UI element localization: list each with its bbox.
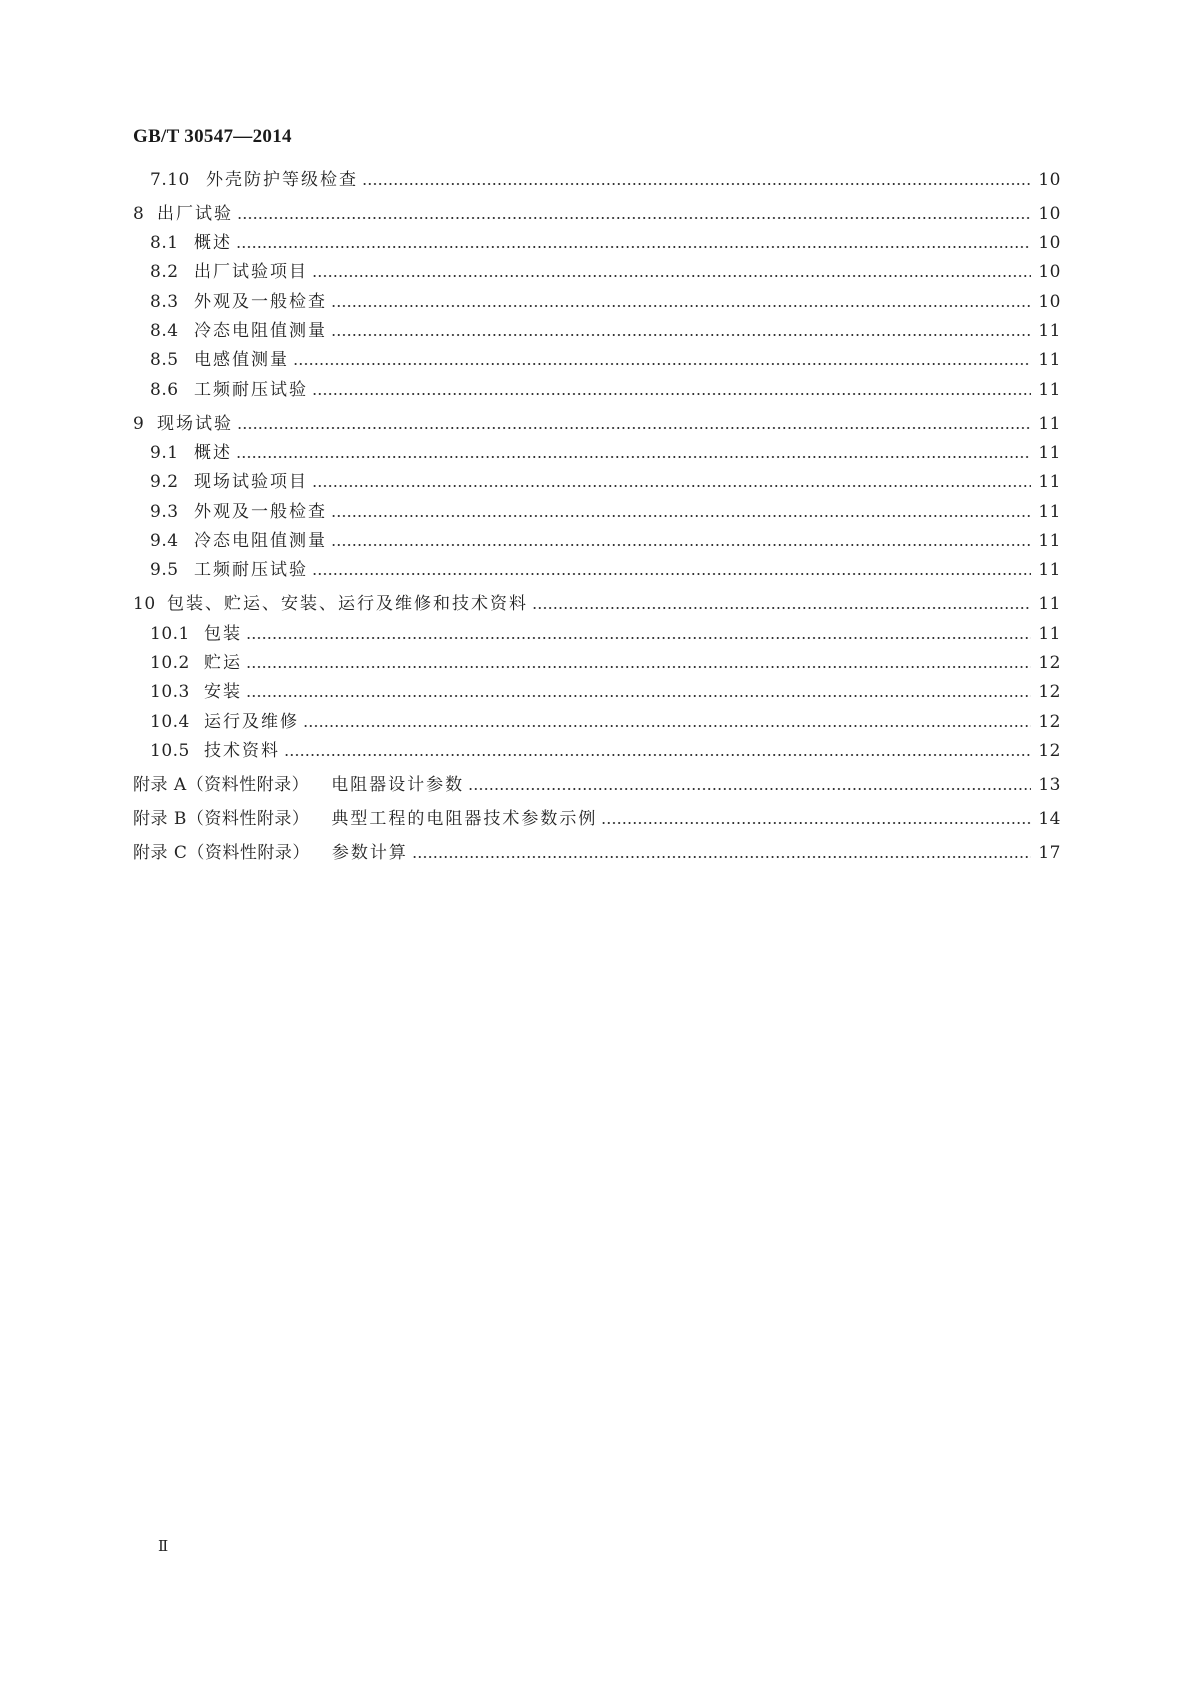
- toc-entry-number: 9.1: [150, 443, 179, 463]
- toc-entry-page: 11: [1038, 502, 1061, 522]
- toc-entry-title: 贮运: [204, 653, 242, 673]
- toc-entry-number: 8.4: [150, 321, 179, 341]
- toc-entry[interactable]: [150, 348, 1061, 372]
- toc-entry-number: 10.2: [150, 653, 190, 673]
- toc-entry-number: 8.3: [150, 292, 179, 312]
- toc-entry-title: 外壳防护等级检查: [206, 170, 358, 190]
- toc-entry[interactable]: [150, 290, 1061, 314]
- dot-leader: [284, 739, 1031, 763]
- toc-entry-title: 冷态电阻值测量: [194, 531, 327, 551]
- toc-entry-number: 10.4: [150, 712, 190, 732]
- standard-number-header: GB/T 30547—2014: [133, 126, 292, 147]
- toc-entry-page: 11: [1038, 350, 1061, 370]
- toc-entry[interactable]: [150, 441, 1061, 465]
- dot-leader: [237, 412, 1031, 436]
- toc-entry-page: 13: [1038, 775, 1061, 795]
- dot-leader: [246, 651, 1031, 675]
- toc-entry[interactable]: [150, 168, 1061, 192]
- toc-entry-number: 附录 B（资料性附录）: [133, 809, 310, 829]
- dot-leader: [293, 348, 1031, 372]
- toc-entry-title: 安装: [204, 682, 242, 702]
- toc-entry-page: 12: [1038, 712, 1061, 732]
- toc-entry-number: 附录 C（资料性附录）: [133, 843, 310, 863]
- toc-entry-number: 10: [133, 594, 156, 614]
- toc-entry-number: 7.10: [150, 170, 190, 190]
- toc-entry-page: 11: [1038, 380, 1061, 400]
- toc-entry-title: 现场试验: [157, 414, 233, 434]
- toc-entry-page: 12: [1038, 682, 1061, 702]
- dot-leader: [331, 319, 1031, 343]
- toc-entry[interactable]: [150, 739, 1061, 763]
- dot-leader: [331, 290, 1031, 314]
- toc-entry[interactable]: [133, 807, 1061, 831]
- toc-entry-number: 9.3: [150, 502, 179, 522]
- toc-entry-number: 附录 A（资料性附录）: [133, 775, 310, 795]
- toc-entry-title: 现场试验项目: [194, 472, 308, 492]
- dot-leader: [237, 202, 1031, 226]
- toc-entry-title: 出厂试验: [157, 204, 233, 224]
- page-number: Ⅱ: [158, 1539, 169, 1555]
- toc-entry-page: 11: [1038, 472, 1061, 492]
- toc-entry-title: 概述: [194, 233, 232, 253]
- toc-entry[interactable]: [133, 841, 1061, 865]
- toc-entry-number: 8.6: [150, 380, 179, 400]
- toc-entry[interactable]: [133, 202, 1061, 226]
- toc-entry-page: 10: [1038, 233, 1061, 253]
- toc-entry-number: 9.2: [150, 472, 179, 492]
- dot-leader: [312, 470, 1031, 494]
- toc-entry-title: 电阻器设计参数: [331, 775, 465, 795]
- toc-entry-page: 17: [1038, 843, 1061, 863]
- toc-entry-page: 11: [1038, 624, 1061, 644]
- toc-entry-title: 运行及维修: [204, 712, 299, 732]
- dot-leader: [246, 622, 1031, 646]
- dot-leader: [312, 558, 1031, 582]
- toc-entry-title: 工频耐压试验: [194, 560, 308, 580]
- toc-entry[interactable]: [150, 710, 1061, 734]
- toc-entry-number: 8.5: [150, 350, 179, 370]
- toc-entry-title: 包装: [204, 624, 242, 644]
- dot-leader: [331, 529, 1031, 553]
- dot-leader: [246, 680, 1031, 704]
- toc-entry[interactable]: [150, 529, 1061, 553]
- dot-leader: [601, 807, 1031, 831]
- toc-entry-page: 11: [1038, 443, 1061, 463]
- toc-entry-page: 10: [1038, 262, 1061, 282]
- dot-leader: [331, 500, 1031, 524]
- toc-entry[interactable]: [150, 319, 1061, 343]
- toc-entry-title: 外观及一般检查: [194, 292, 327, 312]
- dot-leader: [312, 260, 1031, 284]
- toc-entry-title: 技术资料: [204, 741, 280, 761]
- toc-entry[interactable]: [150, 260, 1061, 284]
- toc-entry[interactable]: [150, 500, 1061, 524]
- toc-entry-title: 外观及一般检查: [194, 502, 327, 522]
- toc-entry[interactable]: [150, 622, 1061, 646]
- toc-entry-number: 10.3: [150, 682, 190, 702]
- toc-entry[interactable]: [150, 231, 1061, 255]
- toc-entry-number: 9.4: [150, 531, 179, 551]
- toc-entry-number: 9.5: [150, 560, 179, 580]
- dot-leader: [362, 168, 1031, 192]
- dot-leader: [412, 841, 1031, 865]
- toc-entry-number: 10.5: [150, 741, 190, 761]
- toc-entry[interactable]: [150, 680, 1061, 704]
- toc-entry-title: 出厂试验项目: [194, 262, 308, 282]
- toc-entry[interactable]: [150, 651, 1061, 675]
- dot-leader: [303, 710, 1031, 734]
- dot-leader: [236, 441, 1031, 465]
- toc-entry-page: 10: [1038, 292, 1061, 312]
- toc-entry[interactable]: [133, 412, 1061, 436]
- toc-entry[interactable]: [150, 558, 1061, 582]
- toc-entry-title: 工频耐压试验: [194, 380, 308, 400]
- dot-leader: [532, 592, 1031, 616]
- toc-entry-title: 包装、贮运、安装、运行及维修和技术资料: [167, 594, 528, 614]
- toc-entry-page: 11: [1038, 414, 1061, 434]
- toc-entry-page: 11: [1038, 594, 1061, 614]
- toc-entry-number: 8.2: [150, 262, 179, 282]
- toc-entry-title: 概述: [194, 443, 232, 463]
- toc-entry-number: 8: [133, 204, 145, 224]
- toc-entry-title: 冷态电阻值测量: [194, 321, 327, 341]
- toc-entry-page: 12: [1038, 653, 1061, 673]
- dot-leader: [468, 773, 1031, 797]
- dot-leader: [236, 231, 1031, 255]
- toc-entry-page: 10: [1038, 170, 1061, 190]
- toc-entry[interactable]: [133, 773, 1061, 797]
- dot-leader: [312, 378, 1031, 402]
- toc-entry-title: 电感值测量: [194, 350, 289, 370]
- toc-entry-page: 12: [1038, 741, 1061, 761]
- toc-entry-number: 8.1: [150, 233, 179, 253]
- toc-entry[interactable]: [150, 378, 1061, 402]
- toc-entry-title: 参数计算: [331, 843, 408, 863]
- toc-entry[interactable]: [133, 592, 1061, 616]
- toc-entry-number: 10.1: [150, 624, 190, 644]
- toc-entry-page: 14: [1038, 809, 1061, 829]
- toc-entry[interactable]: [150, 470, 1061, 494]
- toc-entry-page: 11: [1038, 531, 1061, 551]
- toc-entry-page: 10: [1038, 204, 1061, 224]
- toc-entry-page: 11: [1038, 321, 1061, 341]
- toc-entry-page: 11: [1038, 560, 1061, 580]
- toc-entry-number: 9: [133, 414, 145, 434]
- toc-entry-title: 典型工程的电阻器技术参数示例: [331, 809, 598, 829]
